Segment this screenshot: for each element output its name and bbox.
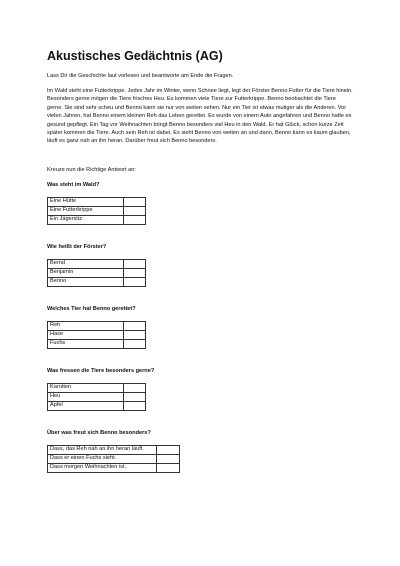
answer-checkbox[interactable] [124,197,146,206]
answer-checkbox[interactable] [124,392,146,401]
answer-checkbox[interactable] [124,339,146,348]
page-title: Akustisches Gedächtnis (AG) [47,49,223,63]
answer-checkbox[interactable] [124,330,146,339]
answer-option: Dass, das Reh nah an ihn heran läuft. [48,445,157,454]
answer-row [48,383,146,392]
question-block-1 [47,181,353,225]
answer-row [48,339,146,348]
question-block-5 [47,429,353,473]
answer-option: Eine Futterkrippe [48,206,124,215]
answer-option: Reh [48,321,124,330]
answer-row [48,321,146,330]
answer-checkbox[interactable] [124,268,146,277]
answer-checkbox[interactable] [124,383,146,392]
answer-option: Benno [48,277,124,286]
answer-table-1 [47,197,146,225]
answer-row [48,268,146,277]
answer-table-4 [47,383,146,411]
answer-row [48,330,146,339]
question-block-4 [47,367,353,411]
answer-row [48,277,146,286]
answer-row [48,445,180,454]
answer-option: Äpfel [48,401,124,410]
answer-row [48,454,180,463]
answer-row [48,463,180,472]
answer-checkbox[interactable] [124,206,146,215]
answer-row [48,206,146,215]
answer-option: Karotten [48,383,124,392]
worksheet [47,48,353,473]
answer-option: Eine Hütte [48,197,124,206]
answer-table-2 [47,259,146,287]
answer-checkbox[interactable] [157,445,180,454]
answer-row [48,215,146,224]
intro-text: Lass Dir die Geschichte laut vorlesen und beantworte am Ende die Fragen. [47,73,234,79]
answer-checkbox[interactable] [124,259,146,268]
answer-checkbox[interactable] [124,277,146,286]
answer-row [48,197,146,206]
question-block-2 [47,243,353,287]
answer-table-3 [47,321,146,349]
answer-row [48,392,146,401]
answer-checkbox[interactable] [124,215,146,224]
answer-checkbox[interactable] [124,321,146,330]
question-2: Wie heißt der Förster? [47,243,107,250]
answer-option: Hase [48,330,124,339]
answer-row [48,401,146,410]
answer-checkbox[interactable] [124,401,146,410]
answer-option: Dass er einen Fuchs sieht. [48,454,157,463]
answer-table-5 [47,445,180,473]
answer-checkbox[interactable] [157,454,180,463]
question-3: Welches Tier hat Benno gerettet? [47,305,136,312]
answer-option: Heu [48,392,124,401]
answer-option: Dass morgen Weihnachten ist. [48,463,157,472]
question-4: Was fressen die Tiere besonders gerne? [47,367,155,374]
answer-option: Bernd [48,259,124,268]
question-5: Über was freut sich Benno besonders? [47,429,151,436]
answer-row [48,259,146,268]
answer-option: Ein Jägersitz [48,215,124,224]
answer-option: Fuchs [48,339,124,348]
instruction-text: Kreuze nun die Richtige Antwort an: [47,166,136,173]
answer-option: Benjamin [48,268,124,277]
story-text: Im Wald steht eine Futterkrippe. Jedes Jahr im Winter, wenn Schnee liegt, legt der Förster Benno Futter für die Tiere hinein. Besonders gerne mögen die Tiere frisches Heu. Es kommen viele Tiere zur Futterkrippe. Benno beobachtet die Tiere gerne. Sie sind sehr scheu und Benno kann sie nur von weiten sehen. Nur ein Tier ist etwas mutiger als die Anderen. Vor vielen Jahren, hat Benno einem kleinen Reh das Leben gerettet. Es wurde von einem Auto angefahren und Benno hatte es gesund gepflegt. Ein Tag vor Weihnachten bringt Benno besonders viel Heu in den Wald. Er hat Glück, schon kurze Zeit später kommen die Tiere. Auch sein Reh ist dabei. Es sieht Benno von weiten an und dann, Benno kann es kaum glauben, läuft es ganz nah an ihn heran. Darüber freut sich Benno besonders. [47,88,353,145]
question-1: Was steht im Wald? [47,181,100,188]
question-block-3 [47,305,353,349]
answer-checkbox[interactable] [157,463,180,472]
